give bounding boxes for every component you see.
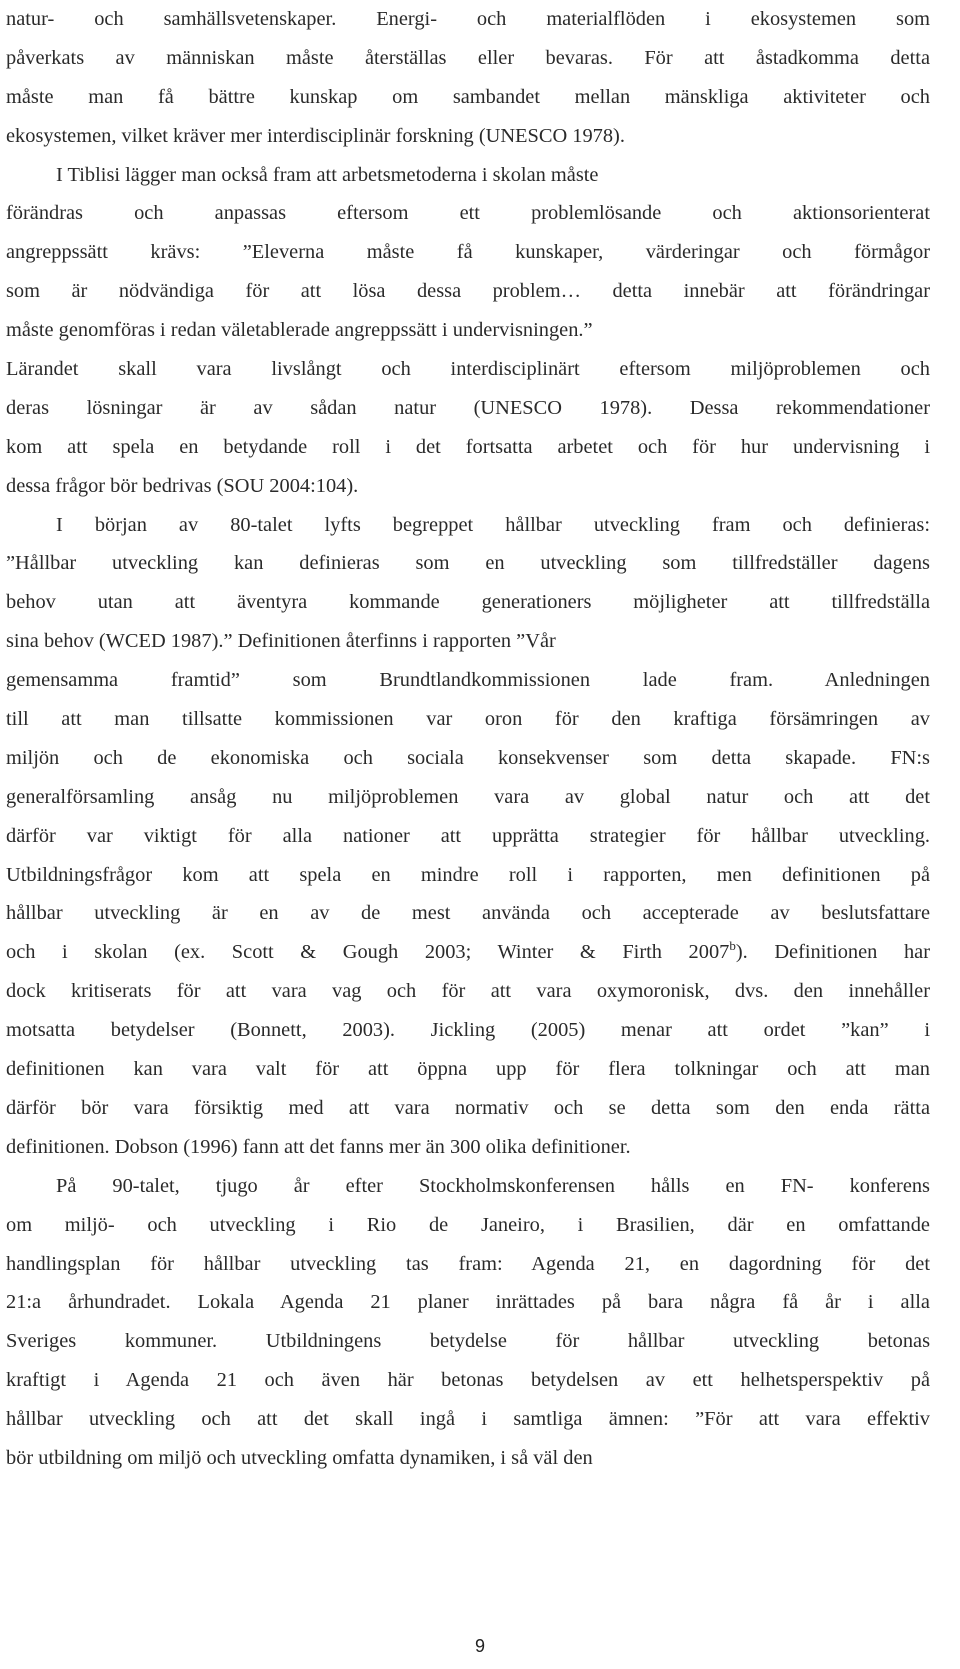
text-line-content: deras lösningar är av sådan natur (UNESCO 1978). Dessa rekommendationer [6, 396, 930, 419]
text-line [6, 583, 930, 622]
text-line-content: bör utbildning om miljö och utveckling omfatta dynamiken, i så väl den [6, 1446, 593, 1469]
text-line [6, 544, 930, 583]
text-line-content: definitionen kan vara valt för att öppna upp för flera tolkningar och att man [6, 1058, 930, 1081]
text-line-content: påverkats av människan måste återställas eller bevaras. För att åstadkomma detta [6, 46, 930, 69]
text-line [6, 428, 930, 467]
text-line [6, 194, 930, 233]
page-number: 9 [474, 1636, 485, 1656]
text-line-content: därför bör vara försiktig med att vara normativ och se detta som den enda rätta [6, 1096, 930, 1119]
text-line [6, 1089, 930, 1128]
text-line [6, 0, 930, 39]
text-line-content: måste man få bättre kunskap om sambandet mellan mänskliga aktiviteter och [6, 85, 930, 108]
text-line-continuation: ). Definitionen har [735, 941, 930, 964]
text-line [6, 1439, 930, 1478]
text-line [6, 1206, 930, 1245]
text-line [6, 622, 930, 661]
text-line-content: kom att spela en betydande roll i det fortsatta arbetet och för hur undervisning i [6, 435, 930, 458]
text-line-content: förändras och anpassas eftersom ett problemlösande och aktionsorienterat [6, 202, 930, 225]
text-line [6, 972, 930, 1011]
text-line-content: och i skolan (ex. Scott & Gough 2003; Winter & Firth 2007 [6, 941, 730, 964]
text-line [6, 778, 930, 817]
text-line [6, 1283, 930, 1322]
text-line-content: därför var viktigt för alla nationer att upprätta strategier för hållbar utveckling. [6, 824, 930, 847]
text-line [6, 1167, 930, 1206]
text-line-content: hållbar utveckling och att det skall ingå i samtliga ämnen: ”För att vara effektiv [6, 1408, 930, 1431]
text-line-content: sina behov (WCED 1987).” Definitionen återfinns i rapporten ”Vår [6, 630, 556, 653]
text-line [6, 350, 930, 389]
text-line-content: 21:a århundradet. Lokala Agenda 21 planer inrättades på bara några få år i alla [6, 1291, 930, 1314]
text-line [6, 739, 930, 778]
text-line-content: generalförsamling ansåg nu miljöproblemen vara av global natur och att det [6, 785, 930, 808]
text-line [6, 661, 930, 700]
text-line-content: motsatta betydelser (Bonnett, 2003). Jickling (2005) menar att ordet ”kan” i [6, 1019, 930, 1042]
text-line [6, 817, 930, 856]
text-line-content: I Tiblisi lägger man också fram att arbetsmetoderna i skolan måste [56, 163, 599, 186]
text-line-content: till att man tillsatte kommissionen var oron för den kraftiga försämringen av [6, 708, 930, 731]
text-line-content: måste genomföras i redan väletablerade angreppssätt i undervisningen.” [6, 319, 593, 342]
text-line [6, 311, 930, 350]
text-line-content: På 90-talet, tjugo år efter Stockholmskonferensen hålls en FN- konferens [56, 1174, 930, 1197]
text-line [6, 1361, 930, 1400]
text-line [6, 117, 930, 156]
text-line [6, 1050, 930, 1089]
text-line [6, 856, 930, 895]
text-line-content: behov utan att äventyra kommande generationers möjligheter att tillfredställa [6, 591, 930, 614]
text-line-content: natur- och samhällsvetenskaper. Energi- och materialflöden i ekosystemen som [6, 8, 930, 30]
text-line [6, 933, 930, 972]
text-line-content: dessa frågor bör bedrivas (SOU 2004:104). [6, 474, 359, 497]
text-line [6, 894, 930, 933]
document-page [6, 0, 930, 1478]
text-line-content: miljön och de ekonomiska och sociala konsekvenser som detta skapade. FN:s [6, 746, 930, 769]
text-line [6, 233, 930, 272]
text-line [6, 39, 930, 78]
text-line-content: som är nödvändiga för att lösa dessa problem… detta innebär att förändringar [6, 280, 930, 303]
text-line-content: kraftigt i Agenda 21 och även här betonas betydelsen av ett helhetsperspektiv på [6, 1369, 930, 1392]
text-line-content: angreppssätt krävs: ”Eleverna måste få kunskaper, värderingar och förmågor [6, 241, 930, 264]
text-line [6, 272, 930, 311]
text-line-content: Utbildningsfrågor kom att spela en mindre roll i rapporten, men definitionen på [6, 863, 930, 886]
text-line-content: om miljö- och utveckling i Rio de Janeiro, i Brasilien, där en omfattande [6, 1213, 930, 1236]
text-line-content: Lärandet skall vara livslångt och interdisciplinärt eftersom miljöproblemen och [6, 358, 930, 381]
text-line [6, 1322, 930, 1361]
text-line-content: gemensamma framtid” som Brundtlandkommissionen lade fram. Anledningen [6, 669, 930, 692]
text-line [6, 1128, 930, 1167]
text-line-content: ekosystemen, vilket kräver mer interdisciplinär forskning (UNESCO 1978). [6, 124, 625, 147]
text-line-content: Sveriges kommuner. Utbildningens betydelse för hållbar utveckling betonas [6, 1330, 930, 1353]
text-line [6, 1011, 930, 1050]
text-line [6, 1400, 930, 1439]
text-line [6, 506, 930, 545]
text-line [6, 78, 930, 117]
text-line-content: I början av 80-talet lyfts begreppet hållbar utveckling fram och definieras: [56, 513, 930, 536]
text-line [6, 700, 930, 739]
text-line-content: handlingsplan för hållbar utveckling tas fram: Agenda 21, en dagordning för det [6, 1252, 930, 1275]
text-line-content: definitionen. Dobson (1996) fann att det fanns mer än 300 olika definitioner. [6, 1135, 631, 1158]
text-line [6, 389, 930, 428]
text-line-content: ”Hållbar utveckling kan definieras som en utveckling som tillfredställer dagens [6, 552, 930, 575]
text-line [6, 1245, 930, 1284]
text-line-content: hållbar utveckling är en av de mest använda och accepterade av beslutsfattare [6, 902, 930, 925]
text-line [6, 156, 930, 195]
text-line [6, 467, 930, 506]
text-line-content: dock kritiserats för att vara vag och för att vara oxymoronisk, dvs. den innehåller [6, 980, 930, 1003]
body-text [6, 0, 930, 1478]
superscript: b [729, 938, 736, 954]
